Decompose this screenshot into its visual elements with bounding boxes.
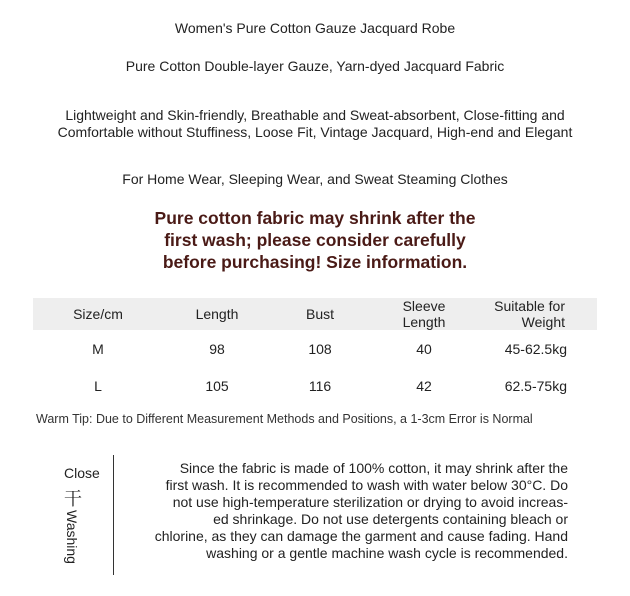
usage-description: For Home Wear, Sleeping Wear, and Sweat Steaming Clothes [122, 171, 508, 187]
care-label: Close [64, 465, 100, 481]
header-sleeve-line-2: Length [402, 314, 446, 330]
care-divider [113, 455, 114, 575]
cell-bust: 116 [308, 377, 332, 394]
care-line-5: chlorine, as they can damage the garment and cause fading. Hand [154, 528, 568, 544]
cell-sleeve: 40 [416, 340, 432, 357]
header-weight-line-1: Suitable for [494, 298, 565, 314]
care-instructions [123, 460, 568, 562]
features-description [0, 107, 630, 141]
header-size: Size/cm [33, 298, 163, 330]
cell-size: M [92, 340, 104, 357]
cell-bust: 108 [308, 340, 332, 357]
fabric-description: Pure Cotton Double-layer Gauze, Yarn-dyed Jacquard Fabric [125, 58, 505, 74]
warning-line-1: Pure cotton fabric may shrink after the [154, 208, 476, 228]
size-table-header [33, 298, 597, 330]
table-row [33, 330, 597, 367]
warning-line-3: before purchasing! Size information. [162, 252, 468, 272]
header-bust: Bust [271, 298, 369, 330]
features-line-2: Comfortable without Stuffiness, Loose Fit, Vintage Jacquard, High-end and Elegant [57, 124, 573, 140]
cell-sleeve: 42 [416, 377, 432, 394]
header-sleeve-length [369, 298, 479, 330]
care-line-2: first wash. It is recommended to wash with water below 30°C. Do [165, 477, 568, 493]
header-length: Length [163, 298, 271, 330]
header-weight-line-2: Weight [521, 314, 565, 330]
cell-size: L [94, 377, 102, 394]
care-line-6: washing or a gentle machine wash cycle is recommended. [206, 545, 568, 561]
cell-length: 105 [205, 377, 229, 394]
cell-weight: 62.5-75kg [504, 377, 567, 394]
care-line-1: Since the fabric is made of 100% cotton, it may shrink after the [179, 460, 568, 476]
cell-length: 98 [209, 340, 225, 357]
care-line-3: not use high-temperature sterilization or drying to avoid increas- [172, 494, 568, 510]
care-line-4: ed shrinkage. Do not use detergents containing bleach or [213, 511, 568, 527]
measurement-tip: Warm Tip: Due to Different Measurement Methods and Positions, a 1-3cm Error is Normal [36, 412, 533, 426]
shrink-warning [0, 207, 630, 273]
header-weight [479, 298, 597, 330]
header-sleeve-line-1: Sleeve [402, 298, 446, 314]
table-row [33, 367, 597, 404]
size-table [33, 298, 597, 404]
features-line-1: Lightweight and Skin-friendly, Breathable and Sweat-absorbent, Close-fitting and [65, 107, 565, 123]
product-title: Women's Pure Cotton Gauze Jacquard Robe [174, 20, 456, 36]
warning-line-2: first wash; please consider carefully [164, 230, 466, 250]
care-glyph: 干 [64, 489, 82, 509]
care-label-vertical: Washing [64, 510, 80, 564]
cell-weight: 45-62.5kg [504, 340, 567, 357]
